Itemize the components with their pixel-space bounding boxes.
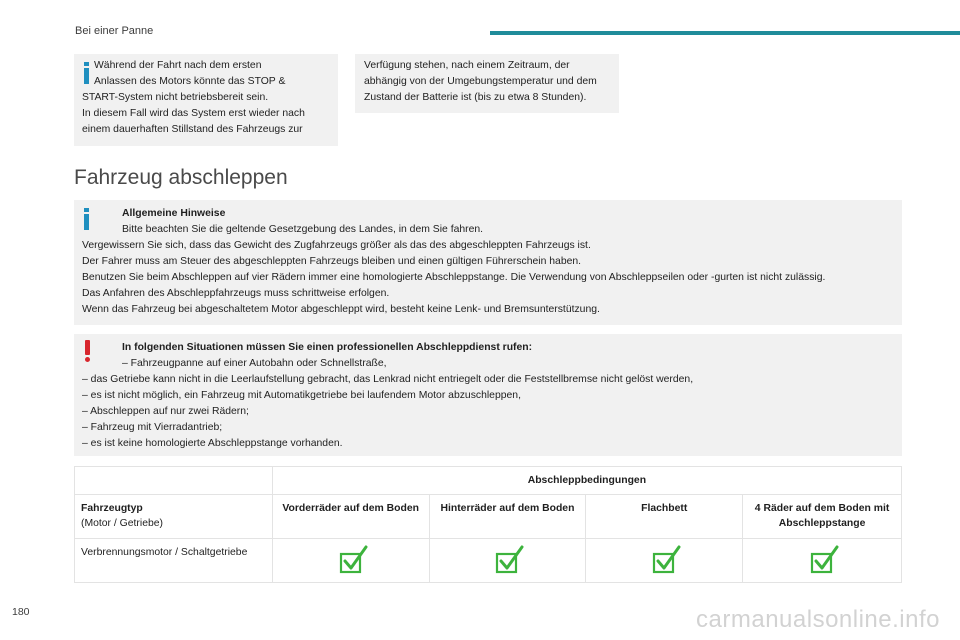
note-right-line-2: abhängig von der Umgebungstemperatur und dem: [364, 76, 597, 87]
note-left-line-4: In diesem Fall wird das System erst wieder nach: [82, 108, 305, 119]
warning-line-2: – das Getriebe kann nicht in die Leerlaufstellung gebracht, das Lenkrad nicht entriegelt oder die Feststellbremse nicht gelöst werden,: [82, 374, 694, 385]
check-icon: [811, 553, 833, 573]
warning-heading: In folgenden Situationen müssen Sie einen professionellen Abschleppdienst rufen:: [122, 342, 533, 353]
vehicle-type-header: [75, 495, 273, 539]
header-title: Bei einer Panne: [75, 25, 154, 37]
note-box-right: [355, 54, 619, 113]
section-title: Fahrzeug abschleppen: [74, 166, 288, 189]
note-right-line-1: Verfügung stehen, nach einem Zeitraum, der: [364, 60, 570, 71]
info-icon: [84, 62, 89, 84]
general-info-line-3: Der Fahrer muss am Steuer des abgeschleppten Fahrzeugs bleiben und einen gültigen Führerschein haben.: [82, 256, 582, 267]
note-left-line-2: Anlassen des Motors könnte das STOP &: [94, 76, 286, 87]
column-header-rear-wheels: Hinterräder auf dem Boden: [429, 495, 586, 539]
table-row: [75, 539, 902, 583]
warning-icon: [85, 340, 90, 362]
table-empty-corner: [75, 467, 273, 495]
warning-line-1: – Fahrzeugpanne auf einer Autobahn oder Schnellstraße,: [122, 358, 387, 369]
note-right-line-3: Zustand der Batterie ist (bis zu etwa 8 Stunden).: [364, 92, 587, 103]
note-left-line-1: Während der Fahrt nach dem ersten: [94, 60, 262, 71]
note-left-line-5: einem dauerhaften Stillstand des Fahrzeugs zur: [82, 124, 303, 135]
page-number: 180: [12, 606, 30, 618]
general-info-box: [74, 200, 902, 325]
row-label: Verbrennungsmotor / Schaltgetriebe: [75, 539, 273, 583]
check-cell: [429, 539, 586, 583]
table-group-header: Abschleppbedingungen: [272, 467, 901, 495]
towing-conditions-table: [74, 466, 902, 583]
check-icon: [653, 553, 675, 573]
table-column-header-row: [75, 495, 902, 539]
general-info-line-5: Das Anfahren des Abschleppfahrzeugs muss schrittweise erfolgen.: [82, 288, 390, 299]
check-cell: [743, 539, 902, 583]
general-info-line-2: Vergewissern Sie sich, dass das Gewicht des Zugfahrzeugs größer als das des abgeschleppten Fahrzeugs ist.: [82, 240, 591, 251]
warning-line-6: – es ist keine homologierte Abschleppstange vorhanden.: [82, 438, 343, 449]
warning-line-5: – Fahrzeug mit Vierradantrieb;: [82, 422, 223, 433]
check-icon: [340, 553, 362, 573]
vehicle-type-sublabel: (Motor / Getriebe): [81, 518, 163, 529]
table-group-header-row: [75, 467, 902, 495]
vehicle-type-label: Fahrzeugtyp: [81, 503, 143, 514]
check-cell: [586, 539, 743, 583]
note-left-line-3: START-System nicht betriebsbereit sein.: [82, 92, 269, 103]
column-header-four-wheels-tow-bar: 4 Räder auf dem Boden mit Abschleppstange: [743, 495, 902, 539]
general-info-line-4: Benutzen Sie beim Abschleppen auf vier Rädern immer eine homologierte Abschleppstange. Die Verwendung von Abschleppseilen oder -gurten ist nicht zulässig.: [82, 272, 826, 283]
general-info-heading: Allgemeine Hinweise: [122, 208, 226, 219]
header-accent-bar: [490, 31, 960, 35]
check-icon: [496, 553, 518, 573]
check-cell: [272, 539, 429, 583]
warning-line-3: – es ist nicht möglich, ein Fahrzeug mit Automatikgetriebe bei laufendem Motor abzuschleppen,: [82, 390, 521, 401]
column-header-flatbed: Flachbett: [586, 495, 743, 539]
warning-box: [74, 334, 902, 456]
general-info-line-6: Wenn das Fahrzeug bei abgeschaltetem Motor abgeschleppt wird, besteht keine Lenk- und Bremsunterstützung.: [82, 304, 600, 315]
note-box-left: [74, 54, 338, 146]
info-icon: [84, 208, 89, 230]
general-info-line-1: Bitte beachten Sie die geltende Gesetzgebung des Landes, in dem Sie fahren.: [122, 224, 484, 235]
column-header-front-wheels: Vorderräder auf dem Boden: [272, 495, 429, 539]
watermark: carmanualsonline.info: [696, 606, 940, 633]
warning-line-4: – Abschleppen auf nur zwei Rädern;: [82, 406, 249, 417]
